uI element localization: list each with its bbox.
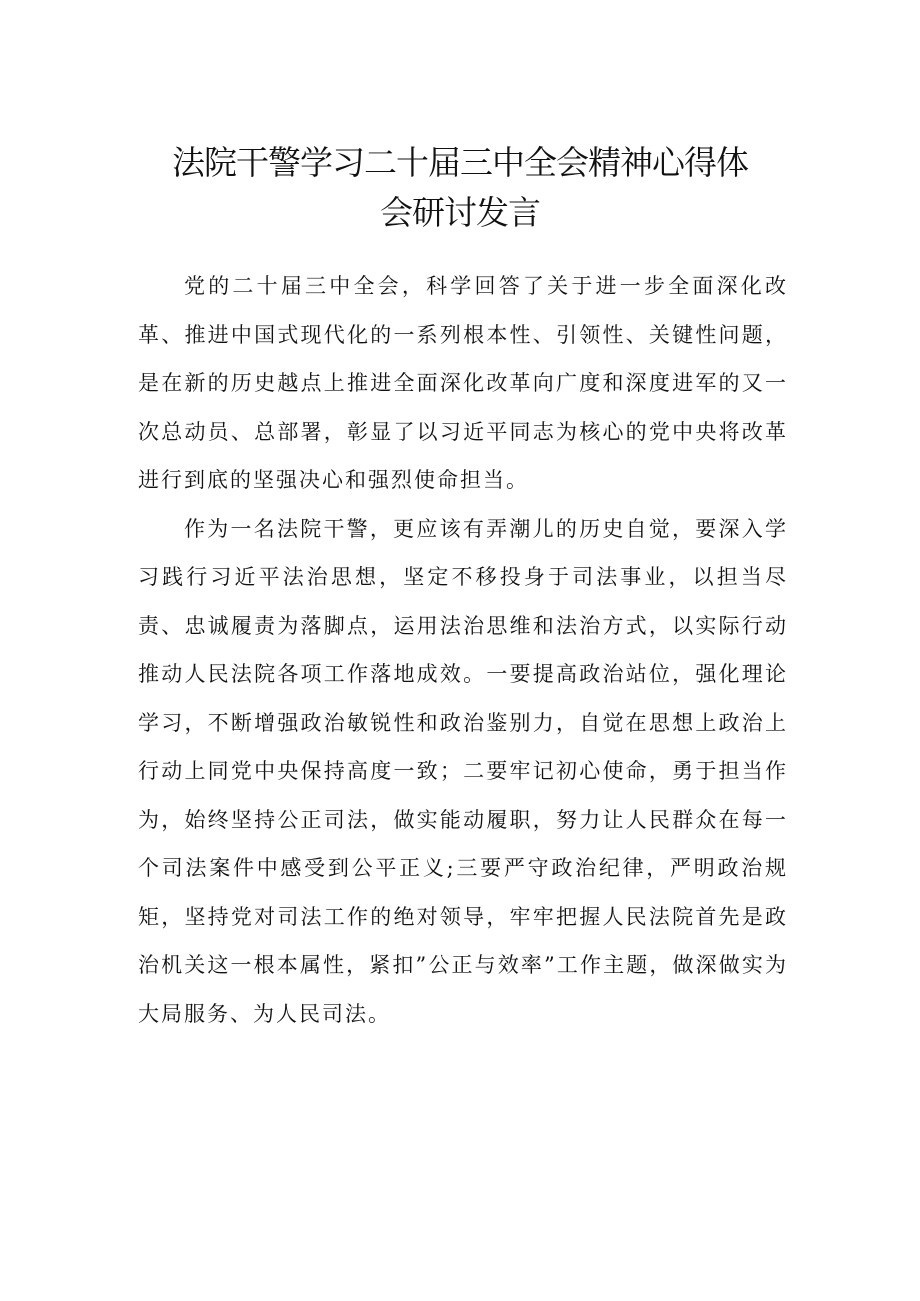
document-body bbox=[138, 262, 788, 1038]
paragraph: 作为一名法院干警，更应该有弄潮儿的历史自觉，要深入学习践行习近平法治思想，坚定不移投身于司法事业，以担当尽责、忠诚履责为落脚点，运用法治思维和法治方式，以实际行动推动人民法院各项工作落地成效。一要提高政治站位，强化理论学习，不断增强政治敏锐性和政治鉴别力，自觉在思想上政治上行动上同党中央保持高度一致；二要牢记初心使命，勇于担当作为，始终坚持公正司法，做实能动履职，努力让人民群众在每一个司法案件中感受到公平正义;三要严守政治纪律，严明政治规矩，坚持党对司法工作的绝对领导，牢牢把握人民法院首先是政治机关这一根本属性，紧扣”公正与效率”工作主题，做深做实为大局服务、为人民司法。 bbox=[138, 516, 788, 1026]
document-title bbox=[0, 138, 920, 238]
paragraph: 党的二十届三中全会，科学回答了关于进一步全面深化改革、推进中国式现代化的一系列根本性、引领性、关键性问题，是在新的历史越点上推进全面深化改革向广度和深度进军的又一次总动员、总部署，彰显了以习近平同志为核心的党中央将改革进行到底的坚强决心和强烈使命担当。 bbox=[138, 274, 788, 492]
title-line-2: 会研讨发言 bbox=[380, 193, 540, 232]
title-line-1: 法院干警学习二十届三中全会精神心得体 bbox=[172, 143, 748, 182]
